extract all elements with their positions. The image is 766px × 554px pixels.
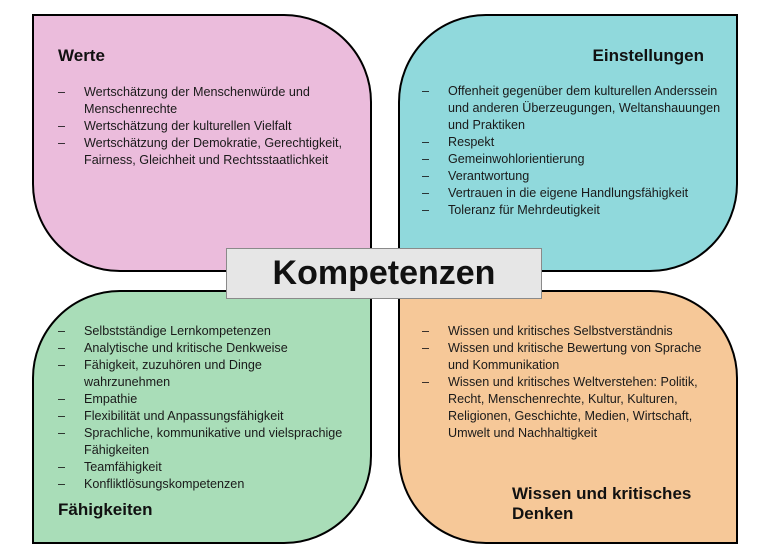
dash-bullet: – — [422, 169, 430, 183]
einstellungen-title: Einstellungen — [592, 46, 704, 65]
faehigkeiten-panel — [32, 290, 372, 544]
dash-bullet: – — [58, 409, 66, 423]
list-item: – Flexibilität und Anpassungsfähigkeit — [58, 409, 284, 423]
center-title: Kompetenzen — [226, 248, 542, 299]
faehigkeiten-title: Fähigkeiten — [58, 500, 153, 519]
einstellungen-list — [422, 83, 722, 219]
list-item: – Konfliktlösungskompetenzen — [58, 477, 245, 491]
list-item: – Wertschätzung der kulturellen Vielfalt — [58, 119, 292, 133]
list-item: – Wissen und kritische Bewertung von Sprache und Kommunikation — [422, 341, 702, 372]
list-item: – Wissen und kritisches Weltverstehen: Politik, Recht, Menschenrechte, Kultur, Kulturen, Religionen, Geschichte, Medien, Wirtschaft, Umwelt und Nachhaltigkeit — [422, 375, 698, 440]
dash-bullet: – — [58, 460, 66, 474]
dash-bullet: – — [422, 186, 430, 200]
dash-bullet: – — [422, 135, 430, 149]
dash-bullet: – — [58, 136, 66, 150]
dash-bullet: – — [422, 203, 430, 217]
wissen-title-line1: Wissen und kritisches — [512, 484, 692, 503]
list-item: – Sprachliche, kommunikative und vielsprachige Fähigkeiten — [58, 426, 343, 457]
wissen-title — [512, 484, 691, 524]
werte-list — [58, 84, 348, 169]
list-item: – Respekt — [422, 135, 495, 149]
dash-bullet: – — [58, 358, 66, 372]
dash-bullet: – — [58, 85, 66, 99]
list-item: – Verantwortung — [422, 169, 530, 183]
list-item: – Gemeinwohlorientierung — [422, 152, 585, 166]
dash-bullet: – — [422, 84, 430, 98]
list-item: – Toleranz für Mehrdeutigkeit — [422, 203, 600, 217]
dash-bullet: – — [58, 392, 66, 406]
dash-bullet: – — [422, 324, 430, 338]
dash-bullet: – — [58, 426, 66, 440]
list-item: – Teamfähigkeit — [58, 460, 162, 474]
list-item: – Fähigkeit, zuzuhören und Dinge wahrzunehmen — [58, 358, 262, 389]
dash-bullet: – — [422, 341, 430, 355]
dash-bullet: – — [58, 324, 66, 338]
werte-panel — [32, 14, 372, 272]
list-item: – Analytische und kritische Denkweise — [58, 341, 288, 355]
dash-bullet: – — [58, 477, 66, 491]
wissen-title-line2: Denken — [512, 504, 574, 523]
list-item: – Wertschätzung der Menschenwürde und Menschenrechte — [58, 85, 310, 116]
dash-bullet: – — [422, 152, 430, 166]
einstellungen-panel — [398, 14, 738, 272]
dash-bullet: – — [422, 375, 430, 389]
list-item: – Vertrauen in die eigene Handlungsfähigkeit — [422, 186, 689, 200]
dash-bullet: – — [58, 341, 66, 355]
list-item: – Wissen und kritisches Selbstverständnis — [422, 324, 673, 338]
werte-title: Werte — [58, 46, 105, 65]
list-item: – Selbstständige Lernkompetenzen — [58, 324, 271, 338]
faehigkeiten-list — [58, 323, 348, 493]
list-item: – Empathie — [58, 392, 138, 406]
list-item: – Wertschätzung der Demokratie, Gerechtigkeit, Fairness, Gleichheit und Rechtsstaatlichkeit — [58, 136, 343, 167]
list-item: – Offenheit gegenüber dem kulturellen Anderssein und anderen Überzeugungen, Weltanshauungen und Praktiken — [422, 84, 721, 132]
wissen-panel — [398, 290, 738, 544]
dash-bullet: – — [58, 119, 66, 133]
wissen-list — [422, 323, 722, 442]
